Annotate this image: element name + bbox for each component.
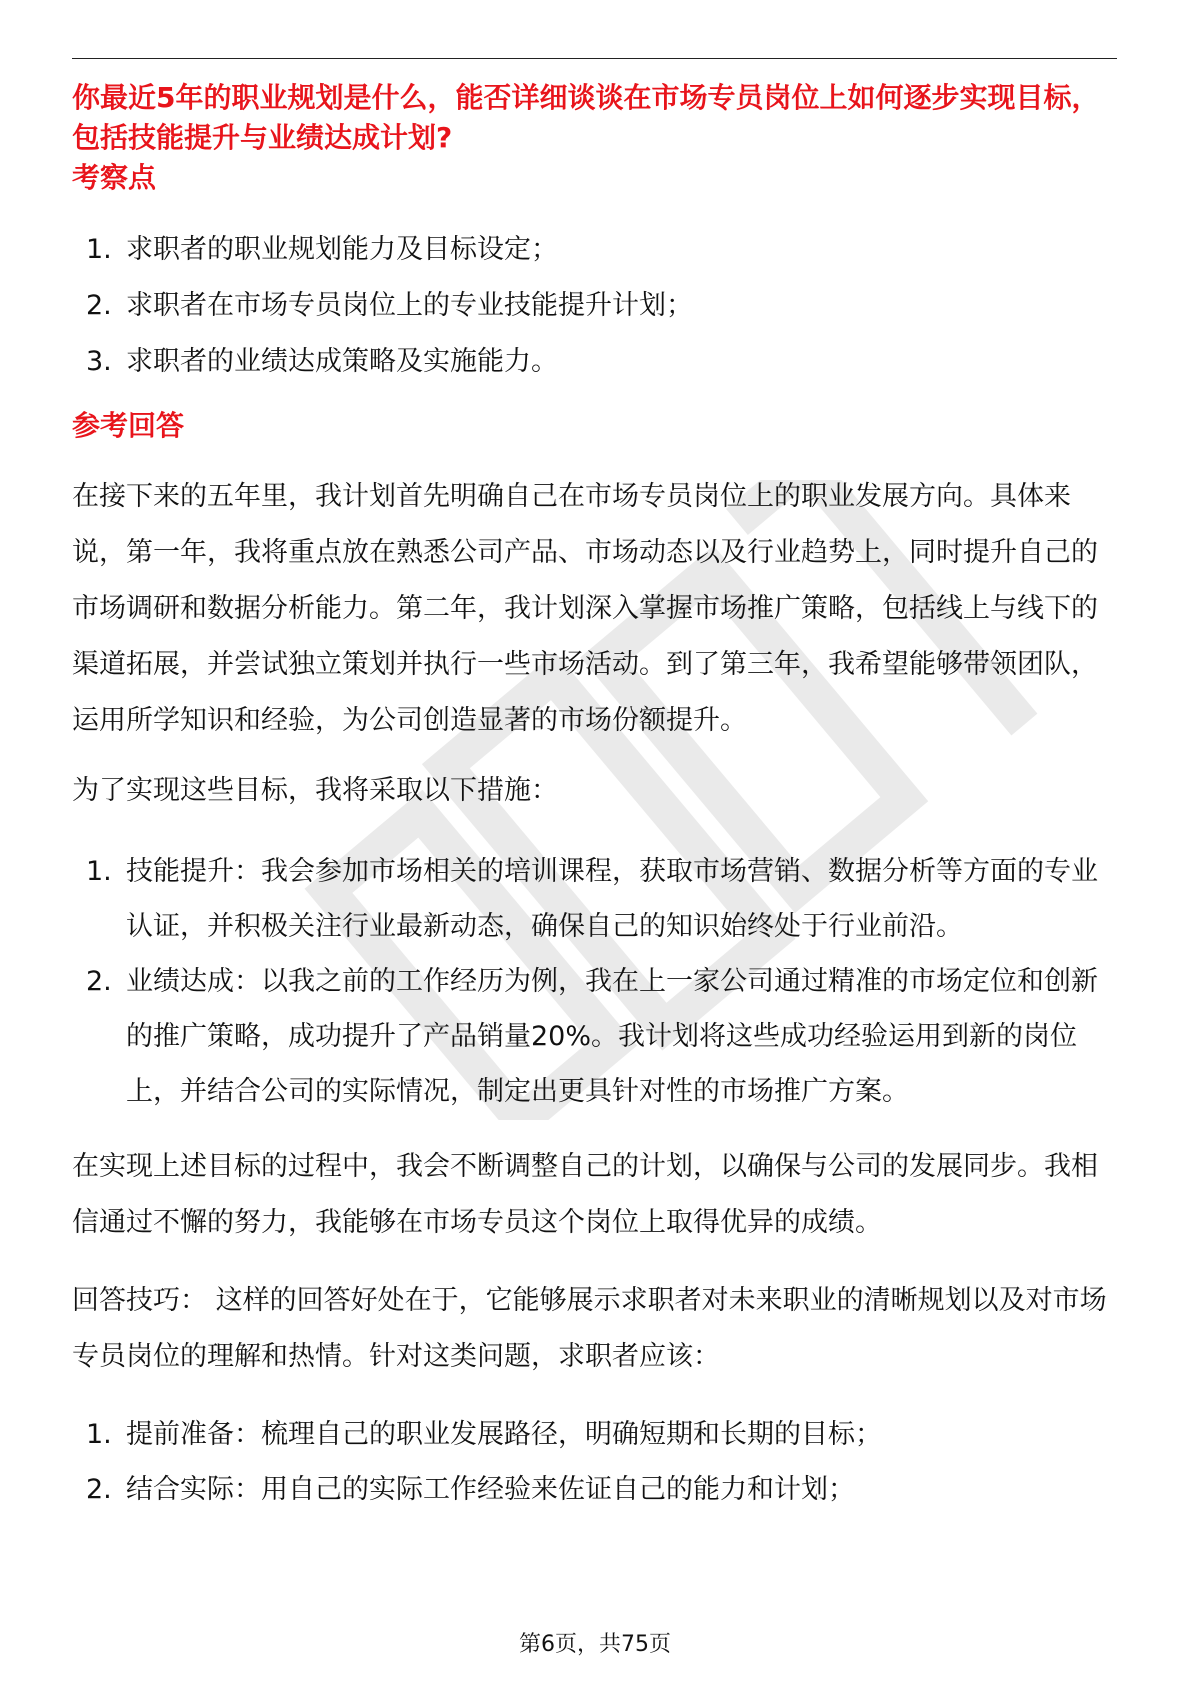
answer-paragraph-3: 在实现上述目标的过程中，我会不断调整自己的计划，以确保与公司的发展同步。我相信通过不懈的努力，我能够在市场专员这个岗位上取得优异的成绩。 (72, 1151, 1098, 1238)
list-text: 提前准备：梳理自己的职业发展路径，明确短期和长期的目标； (126, 1419, 882, 1450)
top-divider (72, 58, 1117, 59)
list-text: 求职者在市场专员岗位上的专业技能提升计划； (126, 290, 693, 321)
measures-list (72, 844, 1117, 1119)
list-text: 业绩达成：以我之前的工作经历为例，我在上一家公司通过精准的市场定位和创新的推广策略，成功提升了产品销量20%。我计划将这些成功经验运用到新的岗位上，并结合公司的实际情况，制定出更具针对性的市场推广方案。 (126, 966, 1098, 1107)
list-text: 技能提升：我会参加市场相关的培训课程，获取市场营销、数据分析等方面的专业认证，并积极关注行业最新动态，确保自己的知识始终处于行业前沿。 (126, 856, 1098, 942)
page-number-footer: 第6页，共75页 (519, 1632, 671, 1657)
list-number: 3. (86, 346, 112, 377)
answer-paragraph-2: 为了实现这些目标，我将采取以下措施： (72, 775, 558, 806)
list-number: 2. (86, 1474, 112, 1505)
list-text: 求职者的职业规划能力及目标设定； (126, 234, 558, 265)
answer-tips-intro: 回答技巧： 这样的回答好处在于，它能够展示求职者对未来职业的清晰规划以及对市场专员岗位的理解和热情。针对这类问题，求职者应该： (72, 1285, 1107, 1372)
list-item (72, 1407, 1117, 1462)
list-item (72, 334, 1117, 390)
list-text: 结合实际：用自己的实际工作经验来佐证自己的能力和计划； (126, 1474, 855, 1505)
list-item (72, 1462, 1117, 1517)
points-list (72, 222, 1117, 390)
tips-list (72, 1407, 1117, 1517)
list-number: 1. (86, 856, 112, 887)
list-item (72, 844, 1117, 954)
list-number: 1. (86, 1419, 112, 1450)
question-title: 你最近5年的职业规划是什么，能否详细谈谈在市场专员岗位上如何逐步实现目标，包括技能提升与业绩达成计划? (72, 81, 1100, 154)
answer-paragraph-1: 在接下来的五年里，我计划首先明确自己在市场专员岗位上的职业发展方向。具体来说，第一年，我将重点放在熟悉公司产品、市场动态以及行业趋势上，同时提升自己的市场调研和数据分析能力。第二年，我计划深入掌握市场推广策略，包括线上与线下的渠道拓展，并尝试独立策划并执行一些市场活动。到了第三年，我希望能够带领团队，运用所学知识和经验，为公司创造显著的市场份额提升。 (72, 481, 1098, 736)
list-item (72, 222, 1117, 278)
section-heading-answer: 参考回答 (72, 409, 185, 442)
list-item (72, 954, 1117, 1119)
section-heading-points: 考察点 (72, 161, 157, 194)
list-item (72, 278, 1117, 334)
list-number: 2. (86, 290, 112, 321)
list-text: 求职者的业绩达成策略及实施能力。 (126, 346, 558, 377)
list-number: 1. (86, 234, 112, 265)
list-number: 2. (86, 966, 112, 997)
